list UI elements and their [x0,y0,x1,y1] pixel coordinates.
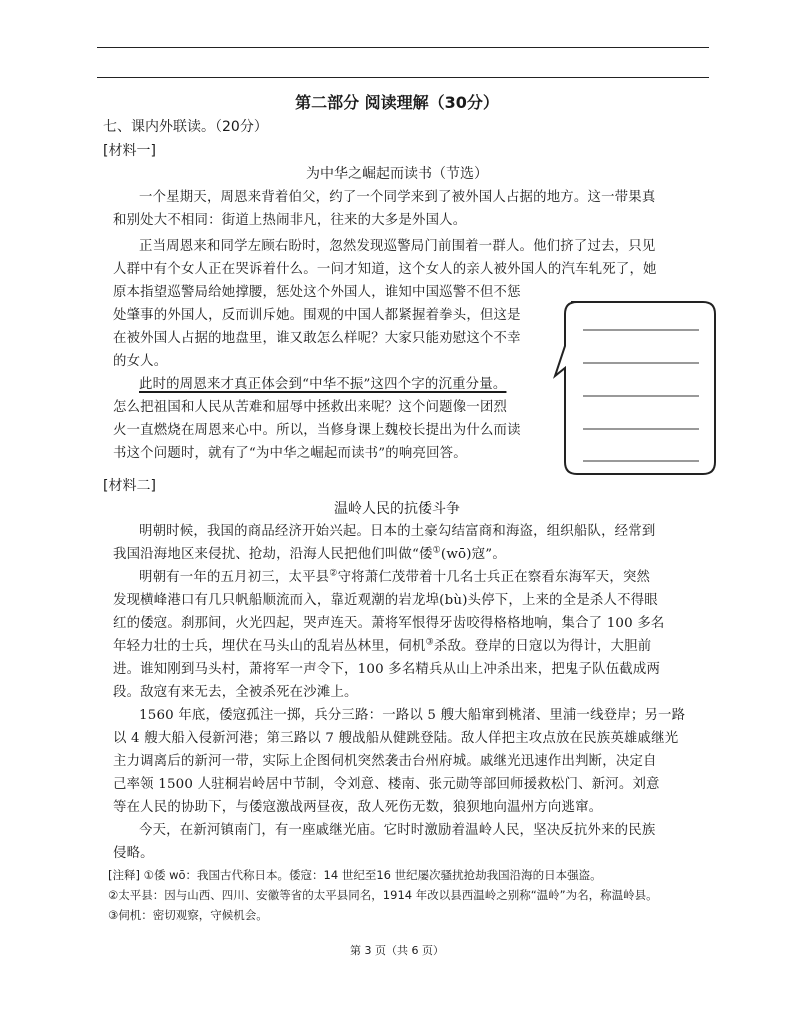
footnote: ②太平县：因与山西、四川、安徽等省的太平县同名，1914 年改以县西温岭之别称“温岭”为名，称温岭县。 [108,888,658,902]
material1-line: 书这个问题时，就有了“为中华之崛起而读书”的响亮回答。 [113,446,467,461]
material2-line: 我国沿海地区来侵扰、抢劫，沿海人民把他们叫做“倭①(wō)寇”。 [113,545,506,562]
material1-title: 为中华之崛起而读书（节选） [306,166,488,182]
material2-line: 明朝时候，我国的商品经济开始兴起。日本的土豪勾结富商和海盗，组织船队，经常到 [139,524,656,539]
material2-line: 段。敌寇有来无去，全被杀死在沙滩上。 [113,685,358,700]
material2-line: 今天，在新河镇南门，有一座戚继光庙。它时时激励着温岭人民，坚决反抗外来的民族 [139,823,656,838]
material1-line: 原本指望巡警局给她撑腰，惩处这个外国人，谁知中国巡警不但不惩 [113,285,521,300]
material1-line: 在被外国人占据的地盘里，谁又敢怎么样呢？大家只能劝慰这个不幸 [113,331,521,346]
header-rule-top [97,47,709,48]
page-number: 第 3 页（共 6 页） [350,944,444,957]
material2-line: 发现横峰港口有几只帆船顺流而入，靠近观潮的岩龙埠(bù)头停下，上来的全是杀人不得眼 [113,593,658,608]
answer-bubble[interactable] [553,298,723,478]
material1-line: 处肇事的外国人，反而训斥她。围观的中国人都紧握着拳头，但这是 [113,308,521,323]
material2-label: [材料二] [103,478,156,494]
material1-line: 和别处大不相同：街道上热闹非凡，往来的大多是外国人。 [113,213,467,228]
material2-title: 温岭人民的抗倭斗争 [334,501,460,517]
material2-line: 明朝有一年的五月初三，太平县②守将萧仁茂带着十几名士兵正在察看东海军天，突然 [139,568,651,585]
material2-line: 1560 年底，倭寇孤注一掷，兵分三路：一路以 5 艘大船窜到桃渚、里浦一线登岸；另一路 [139,708,686,723]
material1-line: 人群中有个女人正在哭诉着什么。一问才知道，这个女人的亲人被外国人的汽车轧死了，她 [113,262,657,277]
material1-line: 火一直燃烧在周恩来心中。所以，当修身课上魏校长提出为什么而读 [113,423,521,438]
material2-line: 红的倭寇。刹那间，火光四起，哭声连天。萧将军恨得牙齿咬得格格地响，集合了 100 多名 [113,616,665,631]
underlined-sentence: 此时的周恩来才真正体会到“中华不振”这四个字的沉重分量。 [139,377,507,392]
part-title: 第二部分 阅读理解（30分） [295,93,499,112]
material2-line: 等在人民的协助下，与倭寇激战两昼夜，敌人死伤无数，狼狈地向温州方向逃窜。 [113,800,603,815]
material1-label: [材料一] [103,143,156,159]
material1-line: 正当周恩来和同学左顾右盼时，忽然发现巡警局门前围着一群人。他们挤了过去，只见 [139,239,656,254]
header-rule-bottom [97,77,709,78]
material2-line: 侵略。 [113,846,154,861]
material2-line: 进。谁知刚到马头村，萧将军一声令下，100 多名精兵从山上冲杀出来，把鬼子队伍截成两 [113,662,661,677]
material2-line: 己率领 1500 人驻桐岩岭居中节制，令刘意、楼南、张元勋等部回师援救松门、新河。刘意 [113,777,660,792]
footnote: [注释] ①倭 wō：我国古代称日本。倭寇：14 世纪至16 世纪屡次骚扰抢劫我国沿海的日本强盗。 [108,868,602,882]
material2-line: 年轻力壮的士兵，埋伏在马头山的乱岩丛林里，伺机③杀敌。登岸的日寇以为得计，大胆前 [113,637,652,654]
footnote: ③伺机：密切观察，守候机会。 [108,908,268,922]
material1-line: 怎么把祖国和人民从苦难和屈辱中拯救出来呢？这个问题像一团烈 [113,400,508,415]
material2-line: 以 4 艘大船入侵新河港；第三路以 7 艘战船从健跳登陆。敌人佯把主攻点放在民族英雄戚继光 [113,731,679,746]
material1-line: 一个星期天，周恩来背着伯父，约了一个同学来到了被外国人占据的地方。这一带果真 [139,190,656,205]
material2-line: 主力调离后的新河一带，实际上企图伺机突然袭击台州府城。戚继光迅速作出判断，决定自 [113,754,657,769]
question-heading: 七、课内外联读。（20分） [103,119,268,135]
material1-line: 的女人。 [113,354,168,369]
